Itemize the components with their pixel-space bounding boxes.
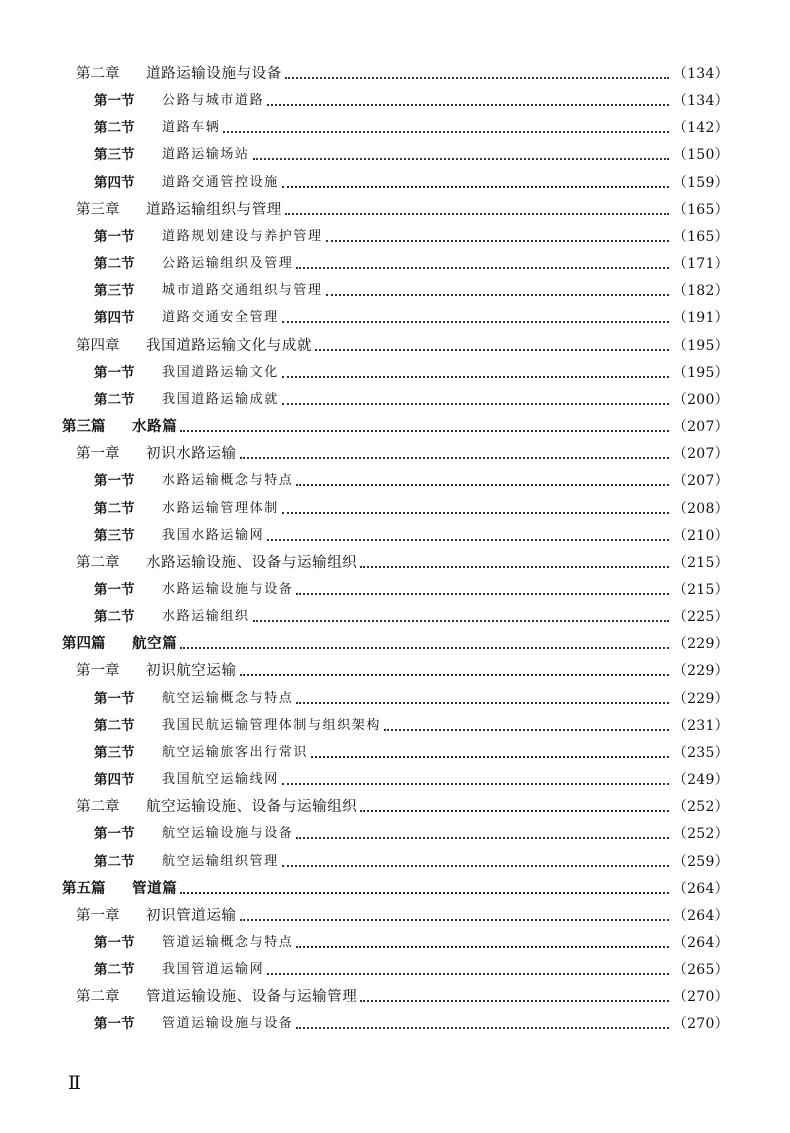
toc-entry-page-number: （165） <box>672 228 729 245</box>
toc-chapter-row[interactable] <box>0 982 790 1009</box>
toc-chapter-row[interactable] <box>0 195 790 222</box>
toc-entry-label: 第三节 <box>94 283 135 300</box>
toc-entry-page-number: （264） <box>672 907 729 924</box>
dot-leader <box>180 892 668 894</box>
dot-leader <box>296 946 668 948</box>
toc-entry-title: 我国道路运输文化 <box>162 364 279 380</box>
dot-leader <box>311 756 669 758</box>
toc-entry <box>76 796 729 816</box>
toc-entry <box>76 443 729 463</box>
dot-leader <box>296 267 668 269</box>
toc-entry <box>94 280 729 300</box>
toc-entry-title: 水路运输概念与特点 <box>162 473 294 489</box>
toc-entry-label: 第一节 <box>94 935 135 951</box>
toc-entry-label: 第二章 <box>76 799 120 816</box>
toc-entry-page-number: （265） <box>672 962 729 979</box>
toc-entry <box>94 498 729 518</box>
toc-entry <box>94 362 729 382</box>
toc-section-row[interactable] <box>0 303 790 330</box>
toc-entry-page-number: （207） <box>672 446 729 463</box>
toc-entry <box>62 878 729 898</box>
toc-entry-title: 航空运输设施与设备 <box>162 826 294 842</box>
toc-entry <box>94 823 729 843</box>
dot-leader <box>282 512 669 514</box>
toc-entry <box>94 307 729 327</box>
toc-chapter-row[interactable] <box>0 59 790 86</box>
toc-entry <box>94 117 729 137</box>
toc-entry-title: 我国航空运输线网 <box>162 772 279 788</box>
toc-entry-title: 道路运输场站 <box>162 147 250 163</box>
toc-section-row[interactable] <box>0 955 790 982</box>
toc-entry-label: 第一章 <box>76 663 120 680</box>
dot-leader <box>326 294 669 296</box>
toc-entry-title: 航空篇 <box>132 636 178 653</box>
toc-entry-page-number: （150） <box>672 147 729 164</box>
toc-section-row[interactable] <box>0 113 790 140</box>
toc-entry-label: 第一章 <box>76 446 120 463</box>
toc-entry-page-number: （215） <box>672 554 729 571</box>
toc-entry <box>76 905 729 925</box>
toc-entry-page-number: （142） <box>672 120 729 137</box>
toc-entry <box>94 144 729 164</box>
toc-section-row[interactable] <box>0 168 790 195</box>
toc-entry <box>62 633 729 653</box>
toc-entry-page-number: （195） <box>672 364 729 381</box>
dot-leader <box>315 349 669 351</box>
toc-entry-title: 水路运输设施与设备 <box>162 581 294 597</box>
toc-entry-label: 第二节 <box>94 717 135 734</box>
toc-entry <box>94 688 729 708</box>
toc-entry <box>94 715 729 735</box>
dot-leader <box>267 539 669 541</box>
toc-entry-label: 第一节 <box>94 364 135 381</box>
dot-leader <box>240 919 669 921</box>
dot-leader <box>285 77 669 79</box>
dot-leader <box>282 403 669 405</box>
toc-chapter-row[interactable] <box>0 439 790 466</box>
toc-section-row[interactable] <box>0 494 790 521</box>
toc-entry-label: 第二章 <box>76 554 120 571</box>
toc-entry-label: 第一节 <box>94 690 135 707</box>
toc-entry-label: 第一节 <box>94 1016 135 1033</box>
toc-entry-label: 第一章 <box>76 907 120 924</box>
toc-entry-label: 第二章 <box>76 66 120 82</box>
dot-leader <box>296 1027 668 1029</box>
toc-entry-page-number: （165） <box>672 201 729 218</box>
toc-entry <box>94 226 729 246</box>
toc-entry-title: 我国道路运输文化与成就 <box>146 337 313 354</box>
toc-section-row[interactable] <box>0 819 790 846</box>
page-folio: Ⅱ <box>68 1072 81 1094</box>
toc-entry-page-number: （225） <box>672 609 729 626</box>
toc-entry <box>94 525 729 545</box>
dot-leader <box>282 783 669 785</box>
toc-entry <box>94 851 729 871</box>
toc-entry-title: 航空运输概念与特点 <box>162 690 294 706</box>
toc-entry-page-number: （208） <box>672 500 729 517</box>
toc-entry-label: 第四节 <box>94 174 135 191</box>
toc-entry <box>94 253 729 273</box>
dot-leader <box>360 1000 668 1002</box>
toc-entry-page-number: （134） <box>672 93 729 110</box>
toc-entry-page-number: （229） <box>672 663 729 680</box>
toc-section-row[interactable] <box>0 86 790 113</box>
toc-entry-title: 我国道路运输成就 <box>162 391 279 407</box>
toc-section-row[interactable] <box>0 358 790 385</box>
toc-entry-title: 初识管道运输 <box>146 907 237 924</box>
toc-section-row[interactable] <box>0 385 790 412</box>
toc-chapter-row[interactable] <box>0 656 790 683</box>
toc-entry-page-number: （270） <box>672 1016 729 1033</box>
dot-leader <box>296 702 668 704</box>
dot-leader <box>240 457 669 459</box>
toc-section-row[interactable] <box>0 711 790 738</box>
toc-entry <box>94 172 729 192</box>
toc-entry-page-number: （215） <box>672 581 729 598</box>
toc-entry <box>94 470 729 490</box>
toc-entry-label: 第三章 <box>76 201 120 218</box>
toc-entry-label: 第一节 <box>94 473 135 490</box>
toc-entry-label: 第一节 <box>94 228 135 245</box>
dot-leader <box>180 430 668 432</box>
toc-entry <box>76 660 729 680</box>
toc-entry-title: 管道运输设施、设备与运输管理 <box>146 989 358 1006</box>
toc-entry-label: 第二节 <box>94 962 135 979</box>
toc-entry <box>94 606 729 626</box>
toc-entry-title: 管道篇 <box>132 880 178 897</box>
toc-entry-label: 第二节 <box>94 256 135 273</box>
toc-entry-title: 航空运输旅客出行常识 <box>162 744 309 760</box>
table-of-contents <box>0 59 790 1037</box>
toc-entry-page-number: （235） <box>672 744 729 761</box>
toc-chapter-row[interactable] <box>0 331 790 358</box>
toc-part-row[interactable] <box>0 629 790 656</box>
toc-chapter-row[interactable] <box>0 548 790 575</box>
toc-entry <box>94 1013 729 1033</box>
dot-leader <box>267 973 669 975</box>
toc-entry <box>94 769 729 789</box>
toc-entry-title: 道路交通安全管理 <box>162 310 279 326</box>
toc-entry-title: 管道运输概念与特点 <box>162 935 294 950</box>
toc-entry-label: 第三节 <box>94 147 135 164</box>
toc-entry-title: 初识水路运输 <box>146 446 237 463</box>
toc-entry-title: 水路篇 <box>132 419 178 436</box>
toc-entry <box>62 416 729 436</box>
toc-section-row[interactable] <box>0 684 790 711</box>
toc-entry-title: 我国水路运输网 <box>162 527 265 543</box>
toc-entry <box>94 579 729 599</box>
toc-entry-page-number: （229） <box>672 690 729 707</box>
toc-section-row[interactable] <box>0 276 790 303</box>
toc-entry-label: 第三节 <box>94 527 135 544</box>
toc-section-row[interactable] <box>0 249 790 276</box>
toc-entry-title: 道路运输设施与设备 <box>146 66 282 82</box>
toc-entry-page-number: （231） <box>672 717 729 734</box>
dot-leader <box>240 674 669 676</box>
toc-entry-title: 我国民航运输管理体制与组织架构 <box>162 717 382 733</box>
toc-entry <box>76 335 729 355</box>
toc-entry-label: 第四篇 <box>62 636 106 653</box>
toc-entry-page-number: （134） <box>672 66 729 82</box>
toc-entry-title: 公路与城市道路 <box>162 93 265 109</box>
toc-entry-title: 道路车辆 <box>162 120 221 136</box>
dot-leader <box>282 376 669 378</box>
toc-chapter-row[interactable] <box>0 901 790 928</box>
dot-leader <box>384 729 669 731</box>
toc-entry-page-number: （229） <box>672 636 729 653</box>
toc-entry-label: 第二节 <box>94 853 135 870</box>
toc-entry-title: 航空运输设施、设备与运输组织 <box>146 799 358 816</box>
dot-leader <box>253 158 669 160</box>
toc-entry-page-number: （252） <box>672 799 729 816</box>
toc-entry-title: 公路运输组织及管理 <box>162 256 294 272</box>
toc-entry-page-number: （207） <box>672 473 729 490</box>
toc-entry <box>94 742 729 762</box>
dot-leader <box>282 186 669 188</box>
toc-entry-label: 第三节 <box>94 744 135 761</box>
toc-section-row[interactable] <box>0 928 790 955</box>
toc-part-row[interactable] <box>0 874 790 901</box>
toc-entry-title: 初识航空运输 <box>146 663 237 680</box>
toc-entry-label: 第三篇 <box>62 419 106 436</box>
toc-section-row[interactable] <box>0 466 790 493</box>
dot-leader <box>282 865 669 867</box>
dot-leader <box>267 104 669 106</box>
toc-section-row[interactable] <box>0 222 790 249</box>
toc-entry-label: 第二章 <box>76 989 120 1006</box>
toc-entry <box>76 63 729 83</box>
toc-entry-title: 道路交通管控设施 <box>162 174 279 190</box>
toc-entry-page-number: （249） <box>672 772 729 789</box>
toc-entry-page-number: （252） <box>672 826 729 843</box>
toc-entry-page-number: （264） <box>672 880 729 897</box>
toc-entry-title: 道路规划建设与养护管理 <box>162 228 323 244</box>
toc-entry-title: 航空运输组织管理 <box>162 853 279 869</box>
toc-entry-label: 第二节 <box>94 500 135 517</box>
dot-leader <box>326 240 669 242</box>
toc-entry-title: 水路运输管理体制 <box>162 500 279 516</box>
toc-entry-page-number: （264） <box>672 935 729 951</box>
toc-entry-page-number: （171） <box>672 256 729 273</box>
toc-entry <box>94 959 729 979</box>
dot-leader <box>296 484 668 486</box>
toc-entry-label: 第一节 <box>94 581 135 598</box>
dot-leader <box>223 131 668 133</box>
toc-entry-title: 水路运输组织 <box>162 609 250 625</box>
toc-entry-label: 第二节 <box>94 120 135 137</box>
toc-entry-page-number: （210） <box>672 527 729 544</box>
toc-entry-page-number: （182） <box>672 283 729 300</box>
dot-leader <box>360 566 668 568</box>
dot-leader <box>253 620 669 622</box>
toc-section-row[interactable] <box>0 521 790 548</box>
toc-entry <box>94 932 729 952</box>
dot-leader <box>180 647 668 649</box>
toc-entry <box>76 986 729 1006</box>
toc-entry-page-number: （200） <box>672 391 729 408</box>
toc-entry-title: 城市道路交通组织与管理 <box>162 283 323 299</box>
toc-entry-page-number: （195） <box>672 337 729 354</box>
toc-entry <box>94 389 729 409</box>
dot-leader <box>282 321 669 323</box>
toc-entry <box>76 552 729 572</box>
toc-entry-label: 第二节 <box>94 391 135 408</box>
toc-entry-title: 我国管道运输网 <box>162 962 265 978</box>
toc-section-row[interactable] <box>0 738 790 765</box>
toc-section-row[interactable] <box>0 140 790 167</box>
dot-leader <box>296 837 668 839</box>
toc-section-row[interactable] <box>0 602 790 629</box>
toc-section-row[interactable] <box>0 1009 790 1036</box>
toc-entry-page-number: （191） <box>672 310 729 327</box>
toc-entry <box>76 199 729 219</box>
toc-entry-label: 第四节 <box>94 772 135 789</box>
toc-entry-title: 水路运输设施、设备与运输组织 <box>146 554 358 571</box>
toc-entry-label: 第五篇 <box>62 880 106 897</box>
toc-entry-title: 道路运输组织与管理 <box>146 201 282 218</box>
dot-leader <box>296 593 668 595</box>
toc-chapter-row[interactable] <box>0 792 790 819</box>
toc-section-row[interactable] <box>0 847 790 874</box>
toc-part-row[interactable] <box>0 412 790 439</box>
toc-entry-page-number: （207） <box>672 419 729 436</box>
toc-entry <box>94 90 729 110</box>
toc-entry-page-number: （159） <box>672 174 729 191</box>
toc-entry-label: 第一节 <box>94 826 135 843</box>
toc-entry-page-number: （259） <box>672 853 729 870</box>
dot-leader <box>285 213 669 215</box>
toc-section-row[interactable] <box>0 575 790 602</box>
toc-entry-label: 第四节 <box>94 310 135 327</box>
toc-section-row[interactable] <box>0 765 790 792</box>
dot-leader <box>360 810 668 812</box>
toc-entry-label: 第四章 <box>76 337 120 354</box>
toc-entry-label: 第二节 <box>94 609 135 626</box>
toc-entry-label: 第一节 <box>94 93 135 110</box>
toc-entry-title: 管道运输设施与设备 <box>162 1016 294 1032</box>
toc-entry-page-number: （270） <box>672 989 729 1006</box>
